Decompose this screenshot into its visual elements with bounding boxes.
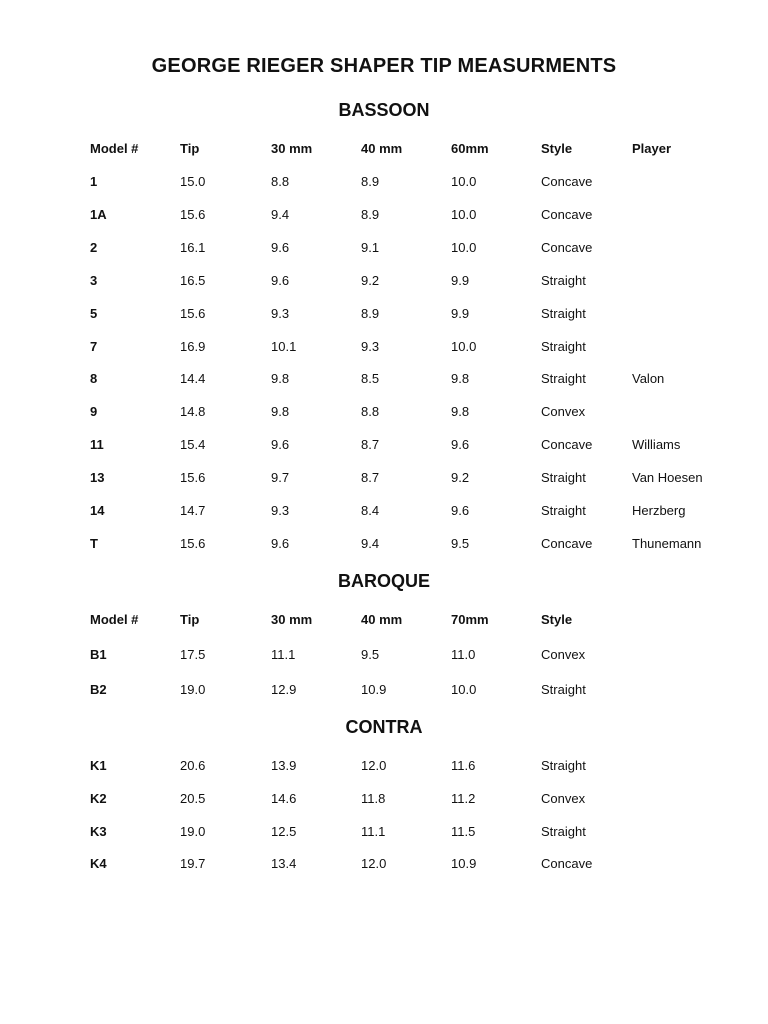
table-cell: 9.7	[271, 470, 290, 485]
table-cell: 9.6	[451, 503, 470, 518]
table-cell: 9.8	[451, 404, 470, 419]
table-cell: 19.0	[180, 682, 206, 697]
table-cell: Straight	[541, 273, 586, 288]
table-cell: 9.6	[451, 437, 470, 452]
table-cell: 15.0	[180, 174, 206, 189]
table-cell: 9.5	[361, 647, 380, 662]
table-cell: K1	[90, 758, 107, 773]
table-cell: 10.9	[361, 682, 387, 697]
table-cell: Straight	[541, 682, 586, 697]
table-header-row	[90, 139, 730, 159]
table-cell: 10.0	[451, 207, 477, 222]
table-cell: 9.5	[451, 536, 470, 551]
table-cell: Van Hoesen	[632, 470, 703, 485]
table-cell: 8.9	[361, 174, 380, 189]
table-row	[90, 501, 730, 521]
table-cell: 9.8	[271, 404, 290, 419]
table-cell: 1	[90, 174, 98, 189]
table-cell: 8.9	[361, 306, 380, 321]
table-cell: 16.1	[180, 240, 206, 255]
table-cell: 14.6	[271, 791, 297, 806]
table-cell: 15.4	[180, 437, 206, 452]
table-row	[90, 271, 730, 291]
table-cell: Concave	[541, 174, 593, 189]
table-cell: Straight	[541, 306, 586, 321]
section-title-contra: CONTRA	[345, 717, 423, 737]
table-header-row	[90, 610, 730, 630]
table-cell: 10.1	[271, 339, 297, 354]
table-cell: Straight	[541, 758, 586, 773]
table-cell: K3	[90, 824, 107, 839]
table-row	[90, 435, 730, 455]
table-cell: 16.9	[180, 339, 206, 354]
table-cell: 11	[90, 437, 104, 452]
table-cell: 10.0	[451, 682, 477, 697]
table-cell: 9.6	[271, 240, 290, 255]
table-cell: 16.5	[180, 273, 206, 288]
table-row	[90, 238, 730, 258]
table-row	[90, 402, 730, 422]
table-row	[90, 534, 730, 554]
table-cell: 10.0	[451, 174, 477, 189]
table-cell: 11.0	[451, 647, 476, 662]
table-cell: 8.9	[361, 207, 380, 222]
table-row	[90, 205, 730, 225]
table-cell: Straight	[541, 371, 586, 386]
table-cell: 9.9	[451, 306, 470, 321]
table-cell: 14.4	[180, 371, 206, 386]
table-cell: 9.4	[271, 207, 290, 222]
table-cell: 11.5	[451, 824, 476, 839]
table-cell: 9.3	[271, 503, 290, 518]
table-cell: Straight	[541, 470, 586, 485]
table-cell: 9.6	[271, 273, 290, 288]
table-row	[90, 304, 730, 324]
table-cell: 13	[90, 470, 105, 485]
table-cell: 9.1	[361, 240, 380, 255]
table-cell: Concave	[541, 240, 593, 255]
header-cell: 30 mm	[271, 612, 313, 627]
table-cell: T	[90, 536, 98, 551]
header-cell: 60mm	[451, 141, 489, 156]
table-row	[90, 645, 730, 665]
table-row	[90, 468, 730, 488]
table-cell: 9.6	[271, 536, 290, 551]
table-row	[90, 337, 730, 357]
table-cell: 14	[90, 503, 105, 518]
table-cell: 8.8	[271, 174, 290, 189]
table-cell: 2	[90, 240, 98, 255]
table-cell: 20.6	[180, 758, 206, 773]
table-cell: 9.3	[361, 339, 380, 354]
table-cell: 12.0	[361, 856, 387, 871]
table-cell: Convex	[541, 404, 586, 419]
table-cell: 8.4	[361, 503, 380, 518]
table-cell: 15.6	[180, 536, 206, 551]
table-cell: Williams	[632, 437, 681, 452]
table-cell: K4	[90, 856, 107, 871]
table-cell: 3	[90, 273, 98, 288]
table-row	[90, 822, 730, 842]
table-cell: 11.8	[361, 791, 386, 806]
table-cell: 10.9	[451, 856, 477, 871]
table-cell: 9.8	[451, 371, 470, 386]
table-cell: 1A	[90, 207, 107, 222]
table-cell: 14.7	[180, 503, 206, 518]
table-cell: B1	[90, 647, 107, 662]
table-cell: K2	[90, 791, 107, 806]
table-cell: 11.6	[451, 758, 476, 773]
section-title-bassoon: BASSOON	[338, 100, 430, 120]
table-cell: 9.8	[271, 371, 290, 386]
table-cell: 12.0	[361, 758, 387, 773]
table-cell: 19.7	[180, 856, 206, 871]
table-cell: 10.0	[451, 339, 477, 354]
table-cell: 11.1	[271, 647, 296, 662]
header-cell: Style	[541, 141, 573, 156]
table-cell: Straight	[541, 339, 586, 354]
table-cell: 19.0	[180, 824, 206, 839]
table-cell: 9	[90, 404, 98, 419]
table-cell: Thunemann	[632, 536, 702, 551]
table-cell: 15.6	[180, 207, 206, 222]
header-cell: Tip	[180, 612, 200, 627]
table-cell: 15.6	[180, 470, 206, 485]
table-cell: Convex	[541, 647, 586, 662]
header-cell: Model #	[90, 612, 139, 627]
table-cell: 5	[90, 306, 98, 321]
table-cell: 12.5	[271, 824, 297, 839]
table-cell: 9.6	[271, 437, 290, 452]
table-cell: 15.6	[180, 306, 206, 321]
table-row	[90, 756, 730, 776]
table-cell: 9.2	[361, 273, 380, 288]
header-cell: 40 mm	[361, 612, 403, 627]
table-cell: Concave	[541, 536, 593, 551]
table-cell: Convex	[541, 791, 586, 806]
table-row	[90, 172, 730, 192]
table-cell: 8.7	[361, 470, 380, 485]
table-cell: Herzberg	[632, 503, 686, 518]
table-cell: Valon	[632, 371, 665, 386]
header-cell: Model #	[90, 141, 139, 156]
header-cell: Tip	[180, 141, 200, 156]
table-cell: 8	[90, 371, 98, 386]
document-title: GEORGE RIEGER SHAPER TIP MEASURMENTS	[151, 55, 617, 77]
section-title-baroque: BAROQUE	[337, 571, 430, 591]
table-cell: Concave	[541, 437, 593, 452]
header-cell: Player	[632, 141, 672, 156]
table-cell: 9.9	[451, 273, 470, 288]
table-row	[90, 789, 730, 809]
table-cell: 13.9	[271, 758, 297, 773]
table-cell: 11.1	[361, 824, 386, 839]
header-cell: 30 mm	[271, 141, 313, 156]
table-cell: 12.9	[271, 682, 297, 697]
table-cell: Concave	[541, 207, 593, 222]
table-cell: 20.5	[180, 791, 206, 806]
table-cell: 8.7	[361, 437, 380, 452]
table-cell: Concave	[541, 856, 593, 871]
header-cell: 40 mm	[361, 141, 403, 156]
table-cell: B2	[90, 682, 107, 697]
table-cell: 17.5	[180, 647, 206, 662]
table-cell: 8.5	[361, 371, 380, 386]
table-cell: 14.8	[180, 404, 206, 419]
table-cell: 9.3	[271, 306, 290, 321]
table-cell: 10.0	[451, 240, 477, 255]
table-cell: 9.4	[361, 536, 380, 551]
table-cell: Straight	[541, 824, 586, 839]
table-cell: 11.2	[451, 791, 476, 806]
table-cell: 13.4	[271, 856, 297, 871]
table-row	[90, 854, 730, 874]
table-cell: 8.8	[361, 404, 380, 419]
table-row	[90, 369, 730, 389]
header-cell: Style	[541, 612, 573, 627]
header-cell: 70mm	[451, 612, 489, 627]
table-cell: 9.2	[451, 470, 470, 485]
table-row	[90, 680, 730, 700]
table-cell: 7	[90, 339, 98, 354]
table-cell: Straight	[541, 503, 586, 518]
